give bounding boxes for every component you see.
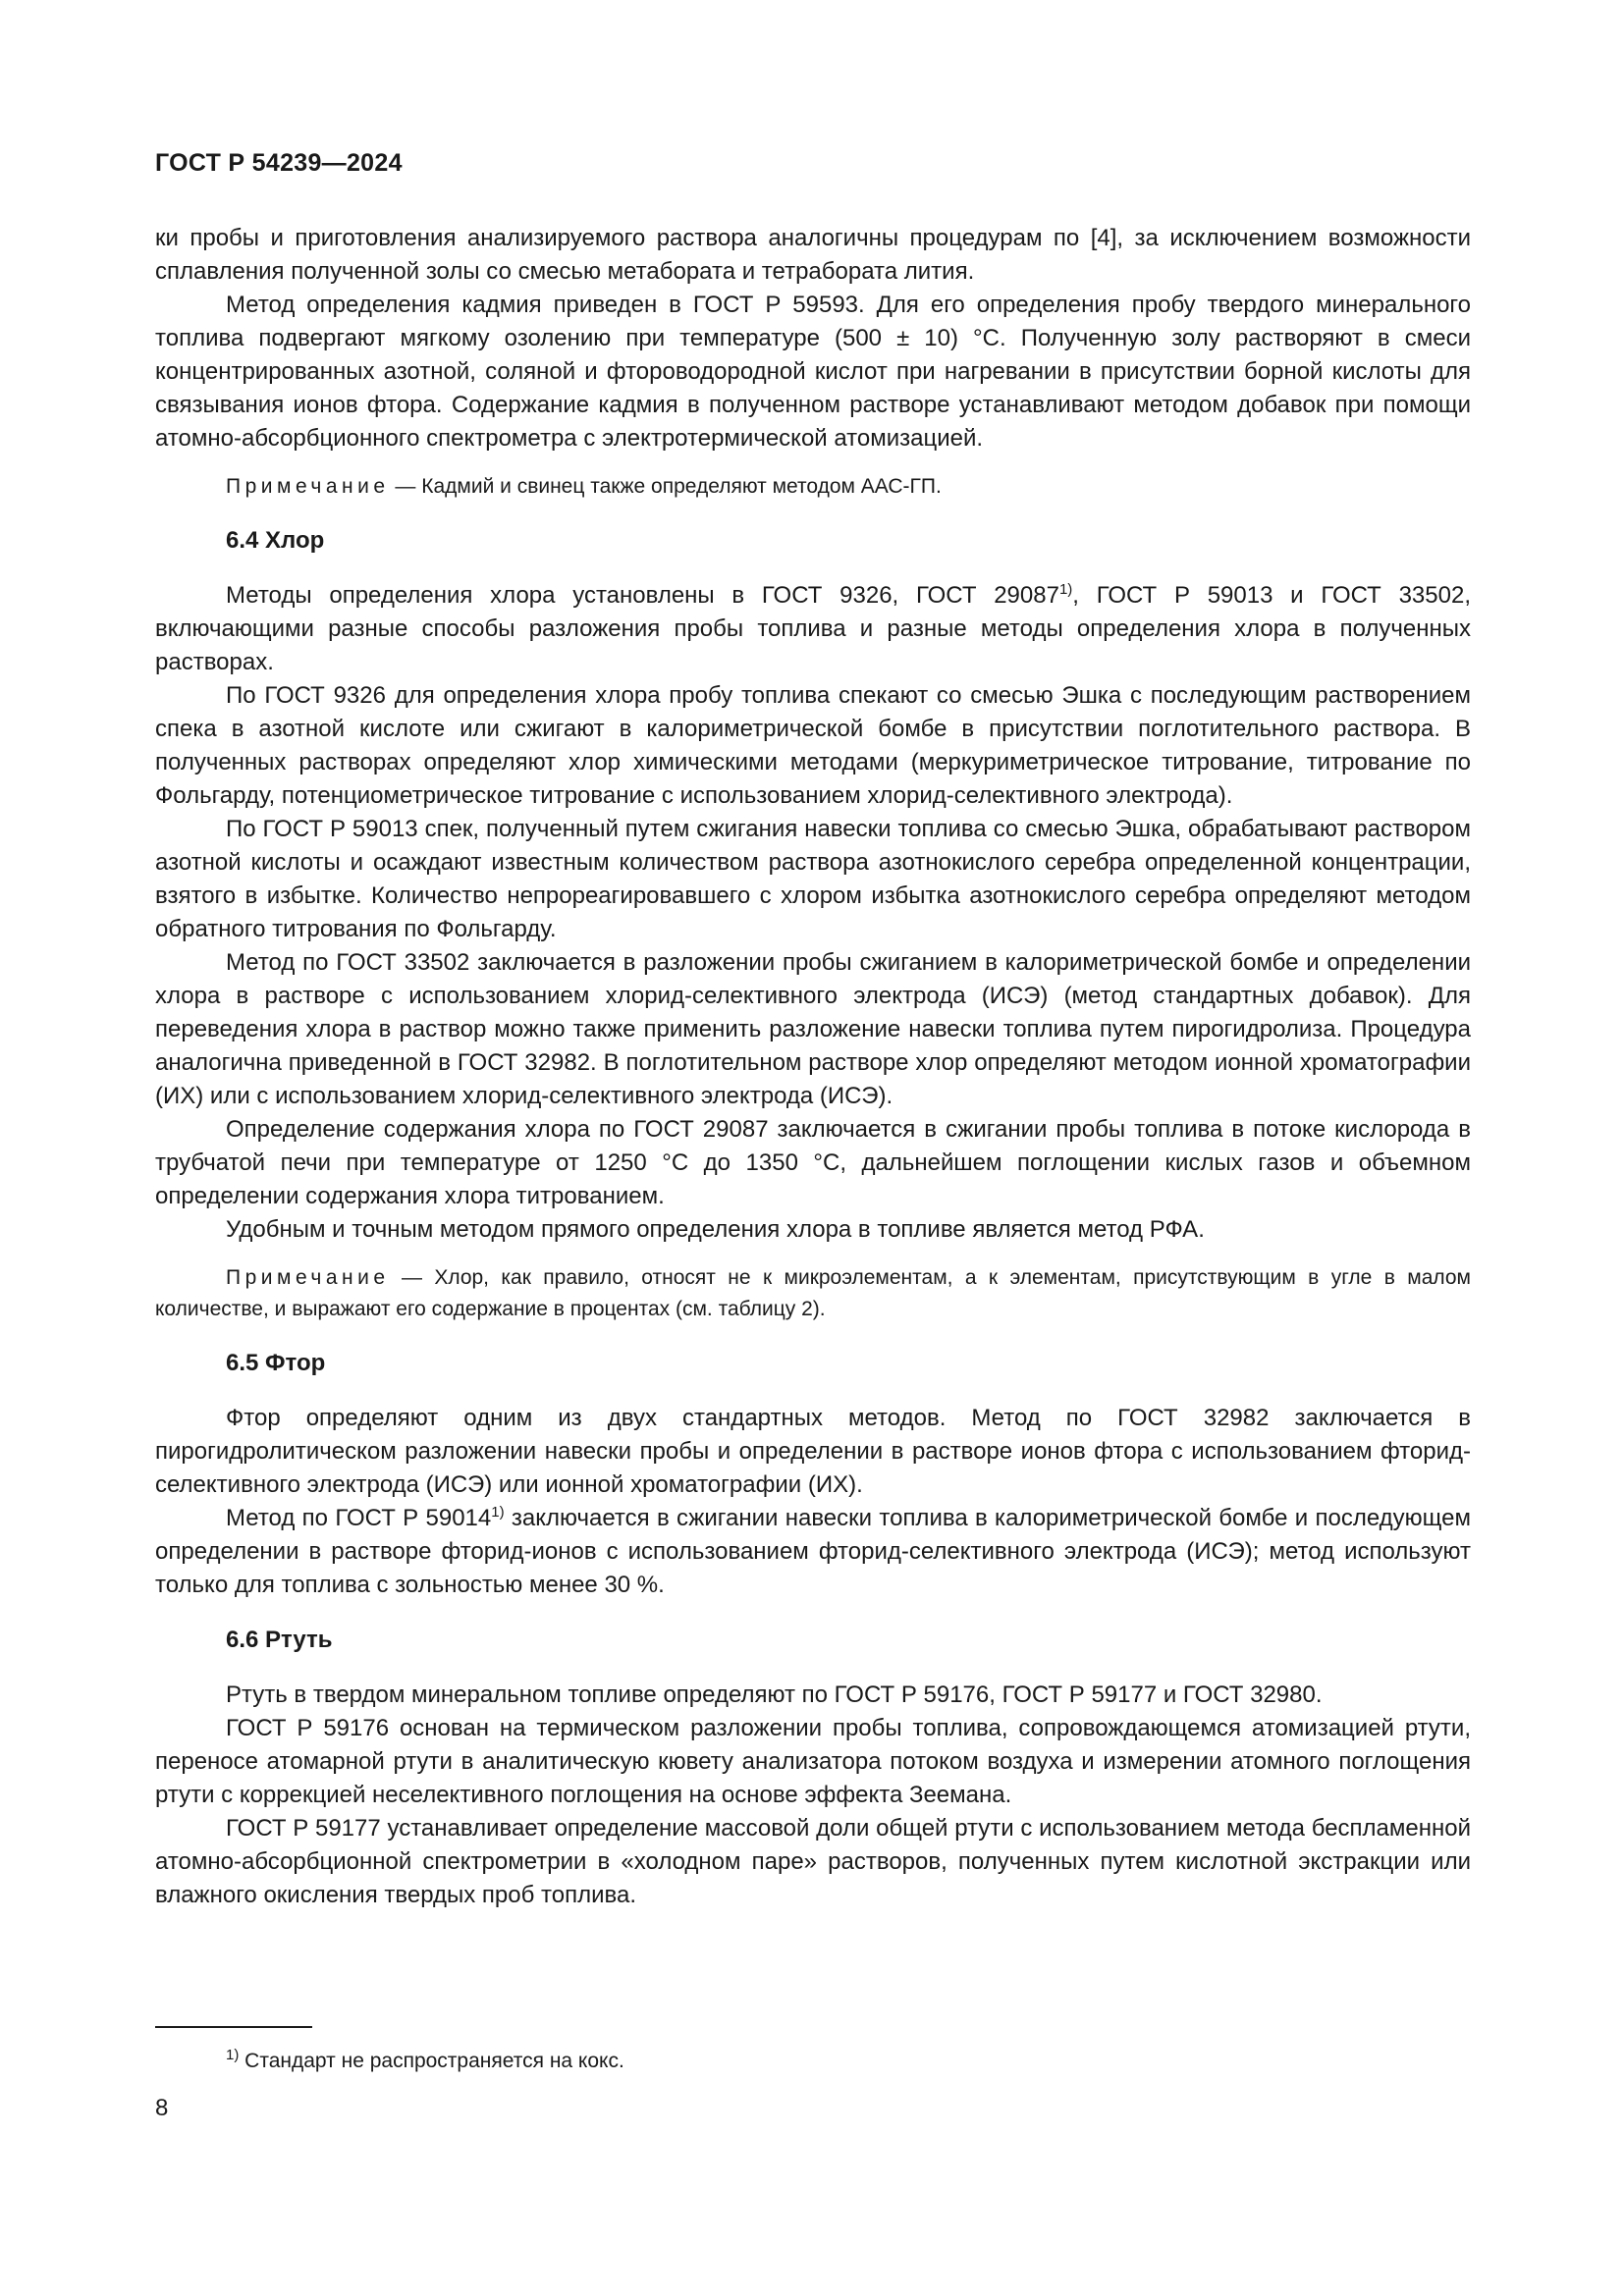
footnote-divider xyxy=(155,2026,312,2028)
paragraph: ки пробы и приготовления анализируемого раствора аналогичны процедурам по [4], за исключением возможности сплавления полученной золы со смесью метабората и тетрабората лития. xyxy=(155,225,1471,285)
note-text: — Хлор, как правило, относят не к микроэлементам, а к элементам, присутствующим в угле в малом количестве, и выражают его содержание в процентах (см. таблицу 2). xyxy=(155,1266,1471,1320)
paragraph-text: Метод по ГОСТ Р 59014 xyxy=(226,1505,492,1531)
page-number: 8 xyxy=(155,2095,169,2121)
paragraph: Удобным и точным методом прямого определения хлора в топливе является метод РФА. xyxy=(226,1216,1205,1243)
note xyxy=(155,471,1471,503)
paragraph: Определение содержания хлора по ГОСТ 29087 заключается в сжигании пробы топлива в потоке кислорода в трубчатой печи при температуре от 1250 °С до 1350 °С, дальнейшем поглощении кислых газов и объемном определении содержания хлора титрованием. xyxy=(155,1116,1471,1209)
section-heading-6-5: 6.5 Фтор xyxy=(226,1350,326,1376)
footnote-ref: 1) xyxy=(491,1504,505,1521)
note xyxy=(155,1262,1471,1325)
note-text: — Кадмий и свинец также определяют методом ААС-ГП. xyxy=(389,475,942,498)
paragraph-text: Методы определения хлора установлены в ГОСТ 9326, ГОСТ 29087 xyxy=(226,582,1059,609)
note-label: Примечание xyxy=(226,475,390,498)
paragraph: По ГОСТ Р 59013 спек, полученный путем сжигания навески топлива со смесью Эшка, обрабатывают раствором азотной кислоты и осаждают известным количеством раствора азотнокислого серебра определенной концентрации, взятого в избытке. Количество непрореагировавшего с хлором избытка азотнокислого серебра определяют методом обратного титрования по Фольгарду. xyxy=(155,816,1471,942)
section-heading-6-6: 6.6 Ртуть xyxy=(226,1627,333,1653)
paragraph xyxy=(155,1502,1471,1602)
footnote-text: Стандарт не распространяется на кокс. xyxy=(239,2050,624,2072)
document-body xyxy=(155,222,1471,1912)
footnote xyxy=(226,2047,624,2076)
paragraph: ГОСТ Р 59176 основан на термическом разложении пробы топлива, сопровождающемся атомизацией ртути, переносе атомарной ртути в аналитическую кювету анализатора потоком воздуха и измерении атомного поглощения ртути с коррекцией неселективного поглощения на основе эффекта Зеемана. xyxy=(155,1715,1471,1808)
paragraph: Метод определения кадмия приведен в ГОСТ Р 59593. Для его определения пробу твердого минерального топлива подвергают мягкому озолению при температуре (500 ± 10) °С. Полученную золу растворяют в смеси концентрированных азотной, соляной и фтороводородной кислот при нагревании в присутствии борной кислоты для связывания ионов фтора. Содержание кадмия в полученном растворе устанавливают методом добавок при помощи атомно-абсорбционного спектрометра с электротермической атомизацией. xyxy=(155,292,1471,452)
paragraph: ГОСТ Р 59177 устанавливает определение массовой доли общей ртути с использованием метода беспламенной атомно-абсорбционной спектрометрии в «холодном паре» растворов, полученных путем кислотной экстракции или влажного окисления твердых проб топлива. xyxy=(155,1815,1471,1908)
paragraph: Метод по ГОСТ 33502 заключается в разложении пробы сжиганием в калориметрической бомбе и определении хлора в растворе с использованием хлорид-селективного электрода (ИСЭ) (метод стандартных добавок). Для переведения хлора в раствор можно также применить разложение навески топлива путем пирогидролиза. Процедура аналогична приведенной в ГОСТ 32982. В поглотительном растворе хлор определяют методом ионной хроматографии (ИХ) или с использованием хлорид-селективного электрода (ИСЭ). xyxy=(155,949,1471,1109)
footnote-ref: 1) xyxy=(1058,581,1073,598)
paragraph: Ртуть в твердом минеральном топливе определяют по ГОСТ Р 59176, ГОСТ Р 59177 и ГОСТ 32980. xyxy=(226,1682,1323,1708)
paragraph-text: , ГОСТ Р 59013 и ГОСТ 33502, включающими разные способы разложения пробы топлива и разные методы определения хлора в полученных растворах. xyxy=(155,582,1471,675)
footnote-marker: 1) xyxy=(226,2047,240,2063)
document-header: ГОСТ Р 54239—2024 xyxy=(155,149,403,177)
section-heading-6-4: 6.4 Хлор xyxy=(226,527,325,554)
paragraph: По ГОСТ 9326 для определения хлора пробу топлива спекают со смесью Эшка с последующим растворением спека в азотной кислоте или сжигают в калориметрической бомбе в присутствии поглотительного раствора. В полученных растворах определяют хлор химическими методами (меркуриметрическое титрование, титрование по Фольгарду, потенциометрическое титрование с использованием хлорид-селективного электрода). xyxy=(155,682,1471,809)
paragraph xyxy=(155,579,1471,679)
paragraph-text: заключается в сжигании навески топлива в калориметрической бомбе и последующем определении в растворе фторид-ионов с использованием фторид-селективного электрода (ИСЭ); метод используют только для топлива с зольностью менее 30 %. xyxy=(155,1505,1471,1598)
paragraph: Фтор определяют одним из двух стандартных методов. Метод по ГОСТ 32982 заключается в пирогидролитическом разложении навески пробы и определении в растворе ионов фтора с использованием фторид-селективного электрода (ИСЭ) или ионной хроматографии (ИХ). xyxy=(155,1405,1471,1498)
note-label: Примечание xyxy=(226,1266,390,1289)
